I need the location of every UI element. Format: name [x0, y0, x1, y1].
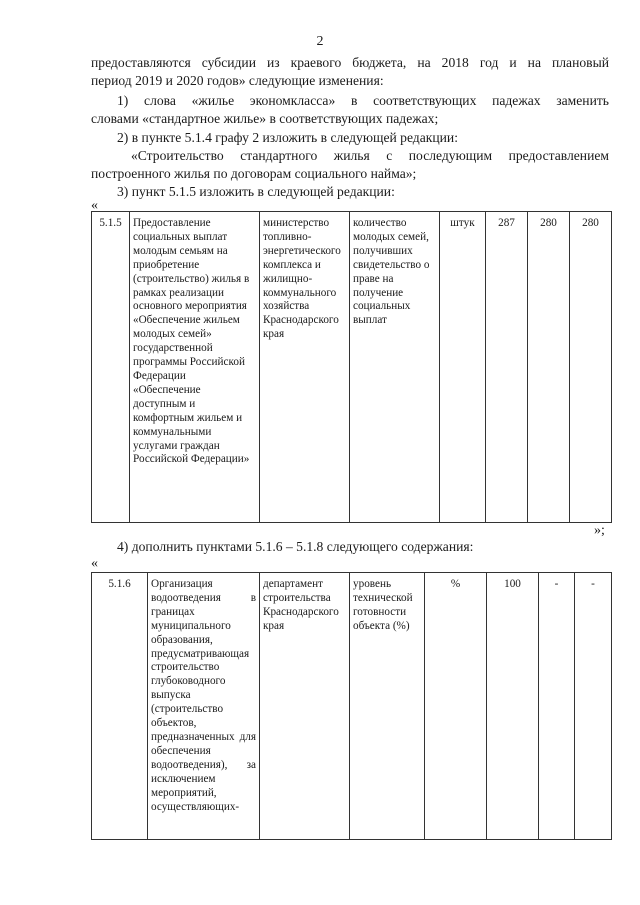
intro-line-2: период 2019 и 2020 годов» следующие изменения: [91, 73, 384, 88]
responsible-body: министерство топливно-энергетического комплекса и жилищно-коммунального хозяйства Краснодарского края [260, 212, 350, 523]
table1-close-quote: »; [594, 523, 605, 538]
item4-text: 4) дополнить пунктами 5.1.6 – 5.1.8 следующего содержания: [117, 539, 474, 554]
indicator-name: уровень технической готовности объекта (%) [350, 573, 425, 840]
item1-line-1: 1) слова «жилье экономкласса» в соответствующих падежах заменить [117, 93, 609, 108]
value-2019: 280 [528, 212, 570, 523]
responsible-body: департамент строительства Краснодарского края [260, 573, 350, 840]
item2-text: 2) в пункте 5.1.4 графу 2 изложить в следующей редакции: [117, 130, 458, 145]
measure-description: Организация водоотведения в границах муниципального образования, предусматривающая строительство глубоководного выпуска (строительство объектов, предназначенных для обеспечения водоотведения), за исключением мероприятий, осуществляющих- [148, 573, 260, 840]
value-2020: 280 [570, 212, 612, 523]
table-row [92, 212, 612, 523]
value-2018: 100 [487, 573, 539, 840]
measure-description: Предоставление социальных выплат молодым семьям на приобретение (строительство) жилья в рамках реализации основного мероприятия «Обеспечение жильем молодых семей» государственной программы Российской Федерации «Обеспечение доступным и комфортным жильем и коммунальными услугами граждан Российской Федерации» [130, 212, 260, 523]
indicator-name: количество молодых семей, получивших свидетельство о праве на получение социальных выплат [350, 212, 440, 523]
table-row [92, 573, 612, 840]
table1-open-quote: « [91, 198, 98, 213]
value-2019: - [539, 573, 575, 840]
table-5-1-5 [91, 211, 612, 523]
value-2018: 287 [486, 212, 528, 523]
item3-text: 3) пункт 5.1.5 изложить в следующей редакции: [117, 184, 395, 199]
table-5-1-6 [91, 572, 612, 840]
row-number: 5.1.6 [92, 573, 148, 840]
item1-line-2: словами «стандартное жилье» в соответствующих падежах; [91, 111, 439, 126]
page-number: 2 [316, 34, 324, 49]
intro-line-1: предоставляются субсидии из краевого бюджета, на 2018 год и на плановый [91, 55, 609, 70]
quote-line-2: построенного жилья по договорам социального найма»; [91, 166, 417, 181]
unit-of-measure: % [425, 573, 487, 840]
value-2020: - [575, 573, 612, 840]
quote-line-1: «Строительство стандартного жилья с последующим предоставлением [131, 148, 609, 163]
unit-of-measure: штук [440, 212, 486, 523]
table2-open-quote: « [91, 556, 98, 571]
row-number: 5.1.5 [92, 212, 130, 523]
